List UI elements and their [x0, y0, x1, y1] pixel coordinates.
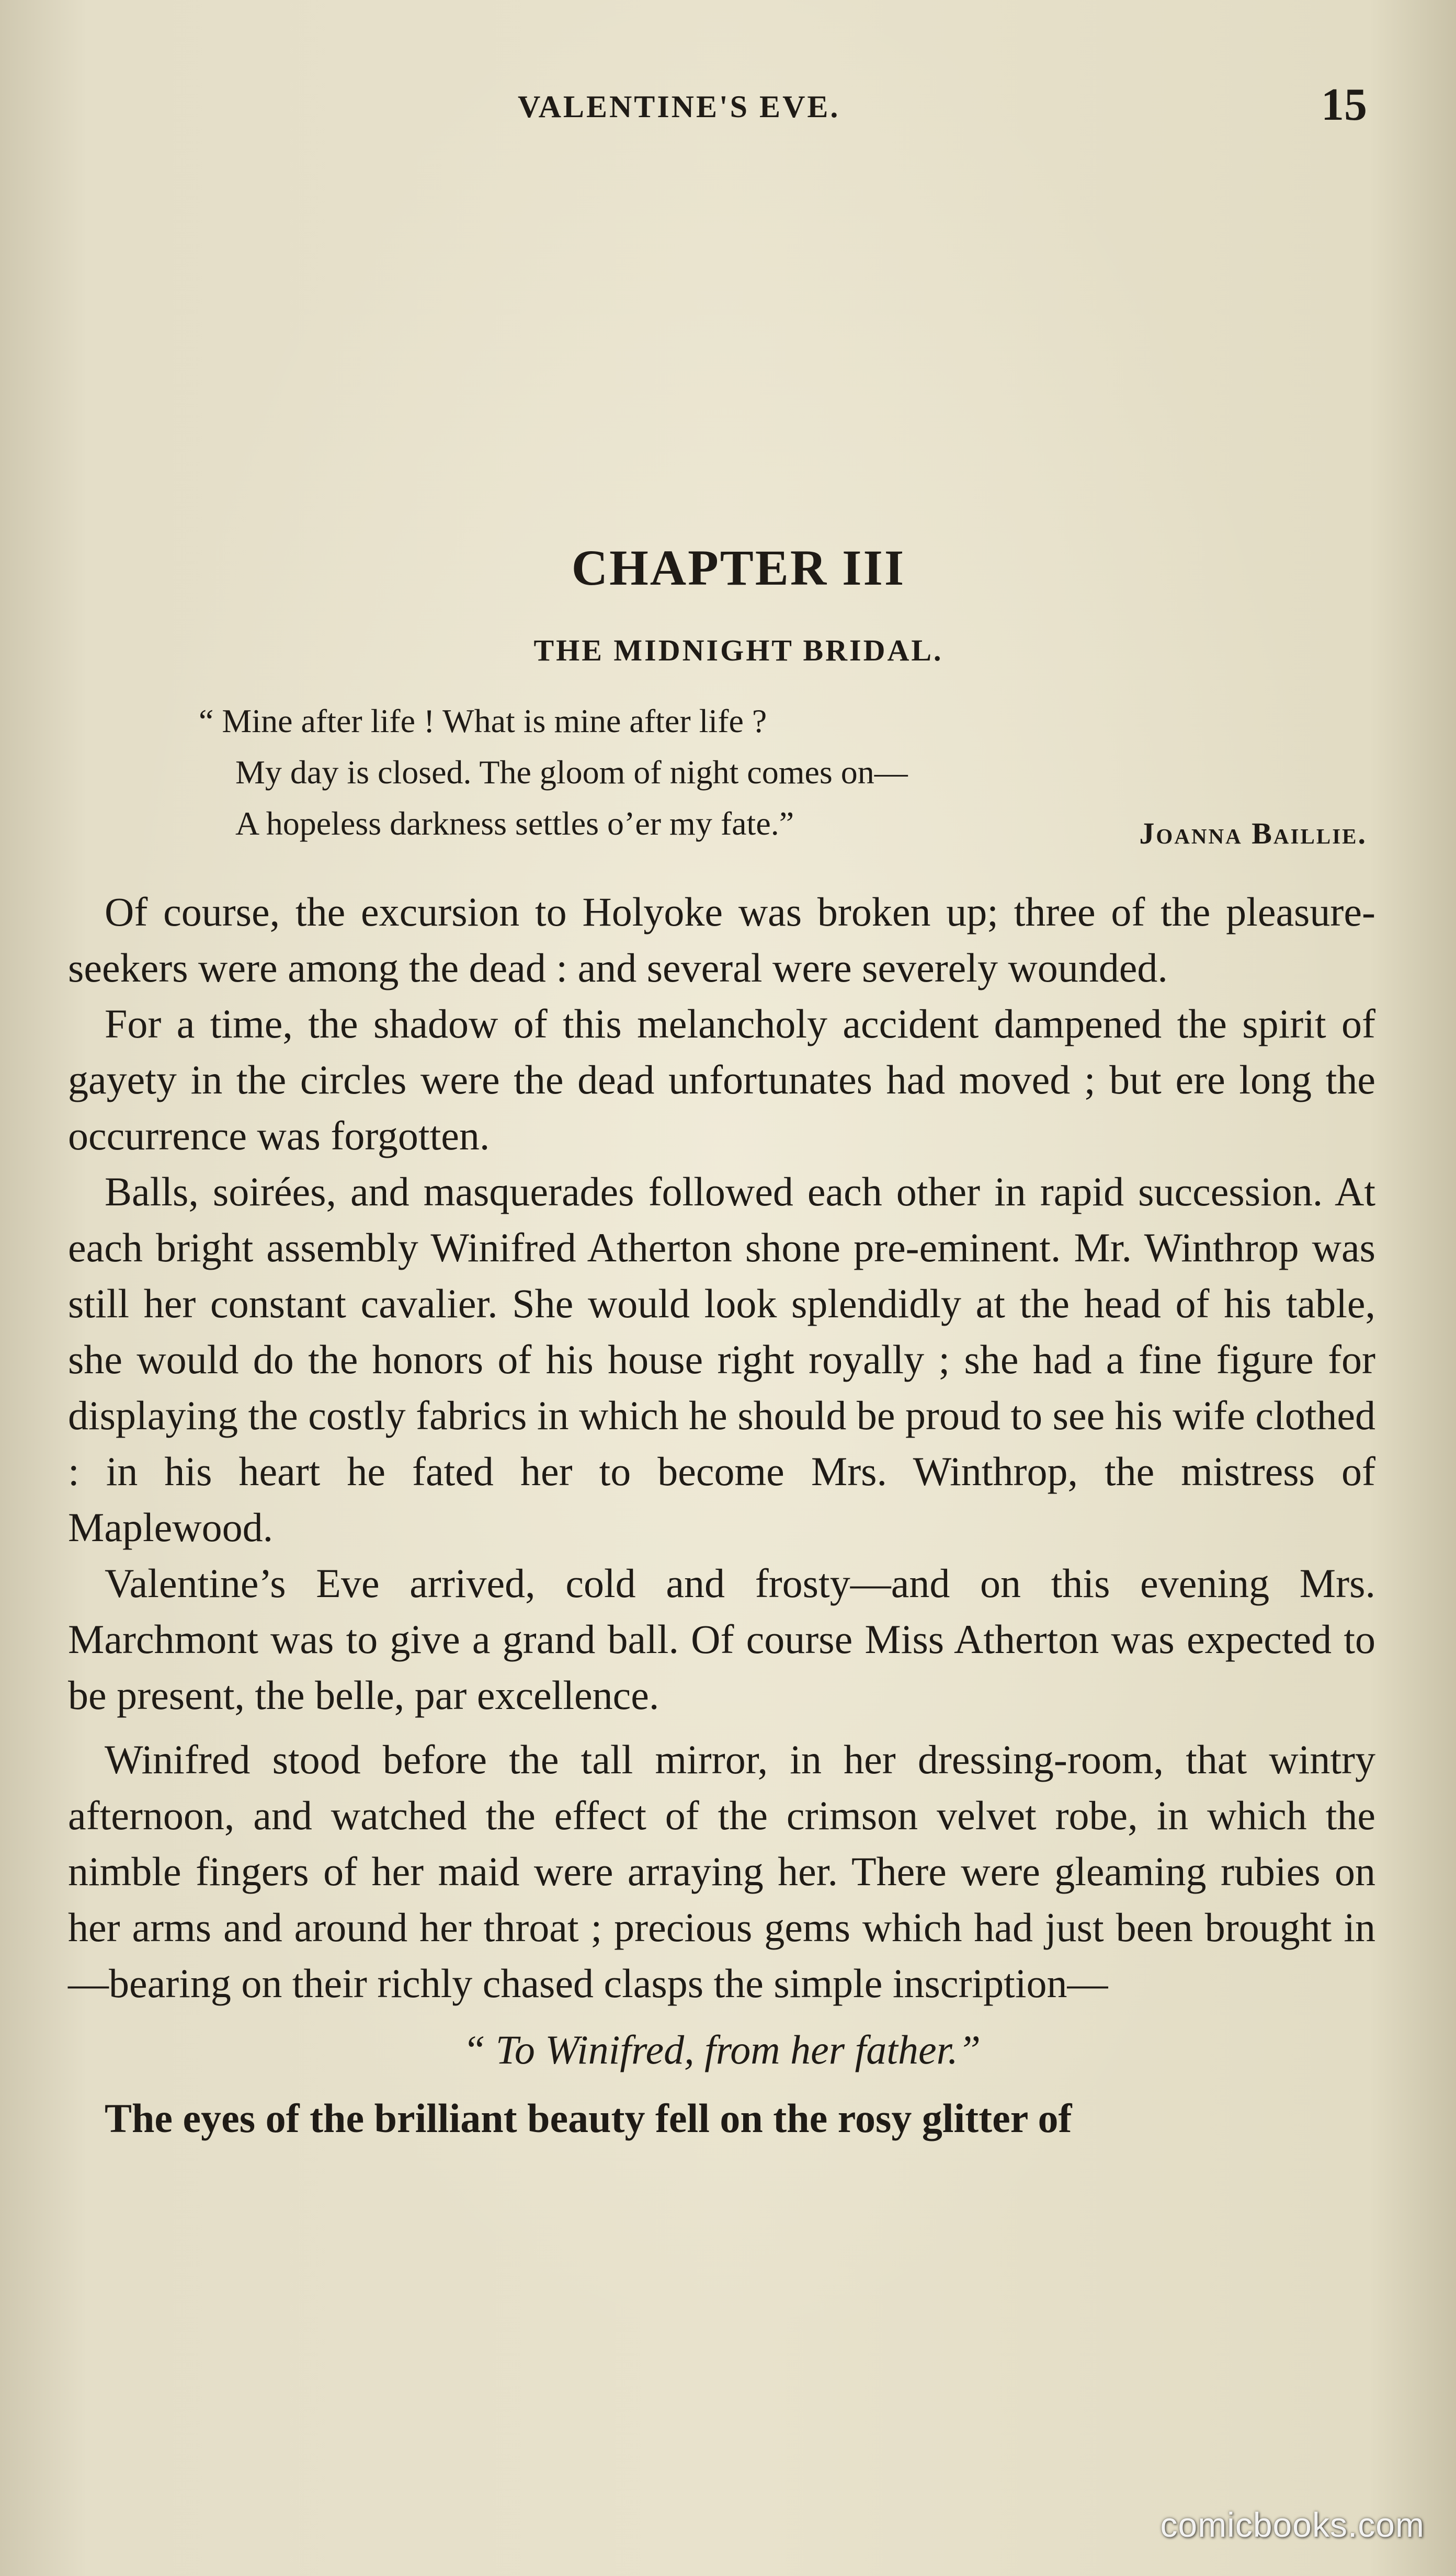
epigraph-line: A hopeless darkness settles o’er my fate.”: [235, 805, 794, 842]
paragraph: Valentine’s Eve arrived, cold and frosty—and on this evening Mrs. Marchmont was to give a grand ball. Of course Miss Atherton was expected to be present, the belle, par excellence.: [68, 1560, 1375, 1718]
paragraph: Balls, soirées, and masquerades followed each other in rapid succession. At each bright assembly Winifred Atherton shone pre-eminent. Mr. Winthrop was still her constant cavalier. She would look splendidly at the head of his table, she would do the honors of his house right royally ; she had a fine figure for displaying the costly fabrics in which he should be proud to see his wife clothed : in his heart he fated her to become Mrs. Winthrop, the mistress of Maplewood.: [68, 1169, 1375, 1550]
chapter-body: [68, 884, 1375, 2146]
watermark: comicbooks.com: [1160, 2505, 1425, 2544]
paragraph: The eyes of the brilliant beauty fell on the rosy glitter of: [105, 2095, 1072, 2141]
inscription-quote: “ To Winifred, from her father.”: [462, 2027, 981, 2072]
epigraph-author: Joanna Baillie.: [1139, 816, 1367, 850]
paragraph: For a time, the shadow of this melancholy accident dampened the spirit of gayety in the circles were the dead unfortunates had moved ; but ere long the occurrence was forgotten.: [68, 1001, 1375, 1158]
chapter-title: CHAPTER III: [571, 540, 906, 596]
paragraph: Winifred stood before the tall mirror, in her dressing-room, that wintry afternoon, and watched the effect of the crimson velvet robe, in which the nimble fingers of her maid were arraying her. There were gleaming rubies on her arms and around her throat ; precious gems which had just been brought in—bearing on their richly chased clasps the simple inscription—: [68, 1737, 1375, 2006]
epigraph-line: My day is closed. The gloom of night comes on—: [235, 754, 908, 791]
paragraph: Of course, the excursion to Holyoke was broken up; three of the pleasure-seekers were among the dead : and several were severely wounded.: [68, 889, 1375, 990]
chapter-subtitle: THE MIDNIGHT BRIDAL.: [533, 633, 943, 667]
running-head: VALENTINE'S EVE.: [518, 89, 840, 124]
epigraph: [199, 696, 908, 849]
page-number: 15: [1321, 79, 1367, 130]
epigraph-line: “ Mine after life ! What is mine after life ?: [199, 702, 767, 739]
